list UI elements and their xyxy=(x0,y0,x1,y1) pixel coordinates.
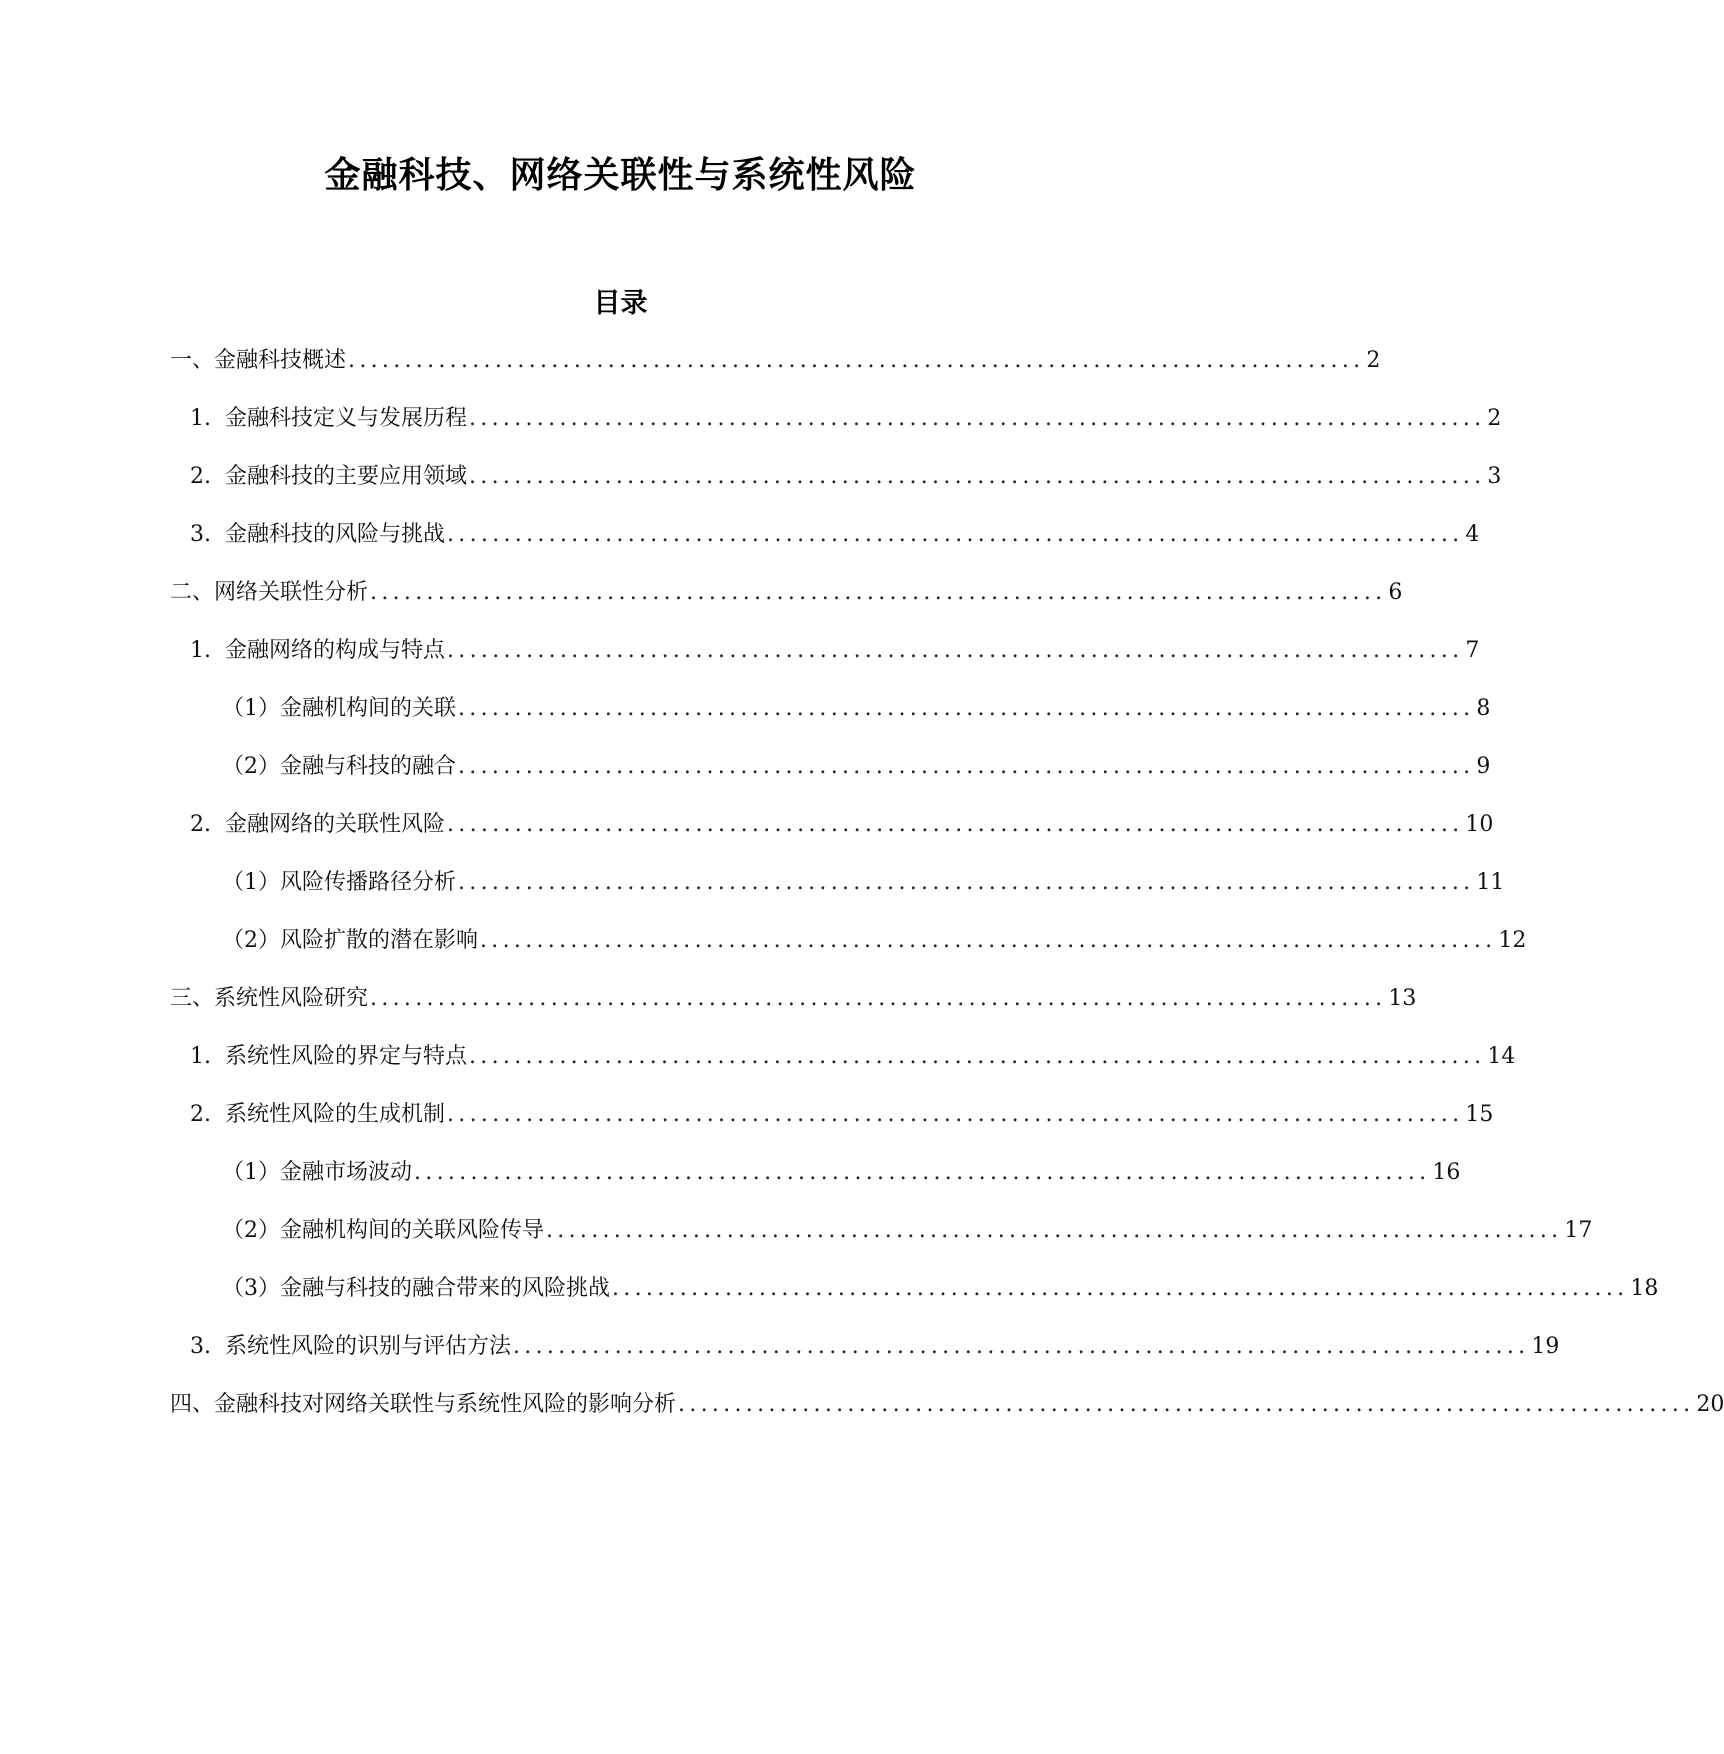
toc-entry-title: 金融科技的风险与挑战 xyxy=(225,522,446,547)
toc-entry-title: 风险扩散的潜在影响 xyxy=(280,928,479,953)
toc-entry-number: 三、 xyxy=(170,986,215,1011)
toc-entry-13[interactable] xyxy=(190,1040,1516,1074)
toc-entry-title: 系统性风险的识别与评估方法 xyxy=(225,1334,512,1359)
toc-entry-number: （1） xyxy=(222,696,280,721)
toc-entry-number: （2） xyxy=(222,928,280,953)
toc-entry-title: 系统性风险的界定与特点 xyxy=(225,1044,468,1069)
toc-entry-title: 金融与科技的融合带来的风险挑战 xyxy=(280,1276,611,1301)
toc-entry-number: 2. xyxy=(190,812,211,837)
toc-dot-leader: .......................................................................................... xyxy=(458,696,1475,721)
toc-entry-page: 15 xyxy=(1465,1102,1494,1127)
toc-entry-page: 11 xyxy=(1476,870,1505,895)
toc-entry-5[interactable] xyxy=(170,576,1403,610)
toc-entry-page: 14 xyxy=(1487,1044,1516,1069)
toc-dot-leader: .......................................................................................... xyxy=(458,870,1475,895)
document-title: 金融科技、网络关联性与系统性风险 xyxy=(324,155,917,196)
toc-entry-number: （2） xyxy=(222,1218,280,1243)
toc-entry-number: 一、 xyxy=(170,348,215,373)
toc-entry-number: 1. xyxy=(190,1044,211,1069)
toc-entry-title: 金融网络的关联性风险 xyxy=(225,812,446,837)
toc-entry-15[interactable] xyxy=(222,1156,1461,1190)
toc-entry-9[interactable] xyxy=(190,808,1494,842)
toc-entry-19[interactable] xyxy=(170,1388,1724,1422)
toc-entry-page: 8 xyxy=(1476,696,1491,721)
toc-dot-leader: .......................................................................................... xyxy=(678,1392,1695,1417)
toc-entry-title: 金融科技的主要应用领域 xyxy=(225,464,468,489)
toc-entry-title: 金融科技定义与发展历程 xyxy=(225,406,468,431)
toc-entry-number: （1） xyxy=(222,870,280,895)
toc-entry-title: 金融科技对网络关联性与系统性风险的影响分析 xyxy=(214,1392,677,1417)
toc-dot-leader: .......................................................................................... xyxy=(370,986,1387,1011)
toc-entry-page: 13 xyxy=(1388,986,1417,1011)
toc-entry-page: 2 xyxy=(1487,406,1502,431)
toc-dot-leader: .......................................................................................... xyxy=(414,1160,1431,1185)
toc-entry-title: 系统性风险研究 xyxy=(214,986,369,1011)
toc-entry-number: 二、 xyxy=(170,580,215,605)
toc-entry-11[interactable] xyxy=(222,924,1527,958)
toc-entry-page: 17 xyxy=(1564,1218,1593,1243)
toc-entry-number: （3） xyxy=(222,1276,280,1301)
toc-dot-leader: .......................................................................................... xyxy=(612,1276,1629,1301)
toc-entry-title: 金融与科技的融合 xyxy=(280,754,457,779)
toc-entry-10[interactable] xyxy=(222,866,1505,900)
toc-entry-title: 网络关联性分析 xyxy=(214,580,369,605)
toc-entry-page: 18 xyxy=(1630,1276,1659,1301)
toc-dot-leader: .......................................................................................... xyxy=(458,754,1475,779)
toc-dot-leader: .......................................................................................... xyxy=(447,638,1464,663)
toc-dot-leader: .......................................................................................... xyxy=(447,522,1464,547)
toc-entry-page: 20 xyxy=(1696,1392,1724,1417)
toc-entry-page: 12 xyxy=(1498,928,1527,953)
toc-entry-page: 6 xyxy=(1388,580,1403,605)
toc-entry-page: 4 xyxy=(1465,522,1480,547)
toc-entry-number: 四、 xyxy=(170,1392,215,1417)
toc-entry-16[interactable] xyxy=(222,1214,1593,1248)
toc-entry-3[interactable] xyxy=(190,460,1502,494)
toc-dot-leader: .......................................................................................... xyxy=(370,580,1387,605)
toc-dot-leader: .......................................................................................... xyxy=(480,928,1497,953)
toc-entry-title: 金融科技概述 xyxy=(214,348,347,373)
toc-dot-leader: .......................................................................................... xyxy=(546,1218,1563,1243)
toc-dot-leader: .......................................................................................... xyxy=(348,348,1365,373)
toc-entry-1[interactable] xyxy=(170,344,1381,378)
toc-entry-12[interactable] xyxy=(170,982,1417,1016)
toc-entry-number: 1. xyxy=(190,638,211,663)
toc-entry-number: 3. xyxy=(190,522,211,547)
toc-entry-18[interactable] xyxy=(190,1330,1560,1364)
toc-dot-leader: .......................................................................................... xyxy=(513,1334,1530,1359)
toc-entry-page: 9 xyxy=(1476,754,1491,779)
toc-entry-title: 金融机构间的关联 xyxy=(280,696,457,721)
toc-dot-leader: .......................................................................................... xyxy=(447,1102,1464,1127)
toc-entry-page: 7 xyxy=(1465,638,1480,663)
toc-heading: 目录 xyxy=(593,288,648,319)
toc-entry-page: 10 xyxy=(1465,812,1494,837)
toc-dot-leader: .......................................................................................... xyxy=(469,1044,1486,1069)
toc-dot-leader: .......................................................................................... xyxy=(469,406,1486,431)
toc-entry-number: （1） xyxy=(222,1160,280,1185)
toc-entry-title: 金融网络的构成与特点 xyxy=(225,638,446,663)
toc-entry-4[interactable] xyxy=(190,518,1480,552)
toc-entry-6[interactable] xyxy=(190,634,1480,668)
toc-entry-title: 系统性风险的生成机制 xyxy=(225,1102,446,1127)
toc-entry-title: 金融市场波动 xyxy=(280,1160,413,1185)
toc-entry-number: 2. xyxy=(190,1102,211,1127)
toc-dot-leader: .......................................................................................... xyxy=(469,464,1486,489)
toc-entry-number: 3. xyxy=(190,1334,211,1359)
toc-entry-page: 19 xyxy=(1531,1334,1560,1359)
toc-entry-page: 2 xyxy=(1366,348,1381,373)
toc-entry-8[interactable] xyxy=(222,750,1491,784)
toc-entry-17[interactable] xyxy=(222,1272,1659,1306)
toc-entry-2[interactable] xyxy=(190,402,1502,436)
toc-entry-7[interactable] xyxy=(222,692,1491,726)
toc-entry-title: 风险传播路径分析 xyxy=(280,870,457,895)
toc-dot-leader: .......................................................................................... xyxy=(447,812,1464,837)
toc-entry-14[interactable] xyxy=(190,1098,1494,1132)
toc-entry-number: 2. xyxy=(190,464,211,489)
toc-entry-page: 3 xyxy=(1487,464,1502,489)
toc-entry-number: （2） xyxy=(222,754,280,779)
toc-entry-title: 金融机构间的关联风险传导 xyxy=(280,1218,545,1243)
toc-entry-page: 16 xyxy=(1432,1160,1461,1185)
toc-entry-number: 1. xyxy=(190,406,211,431)
